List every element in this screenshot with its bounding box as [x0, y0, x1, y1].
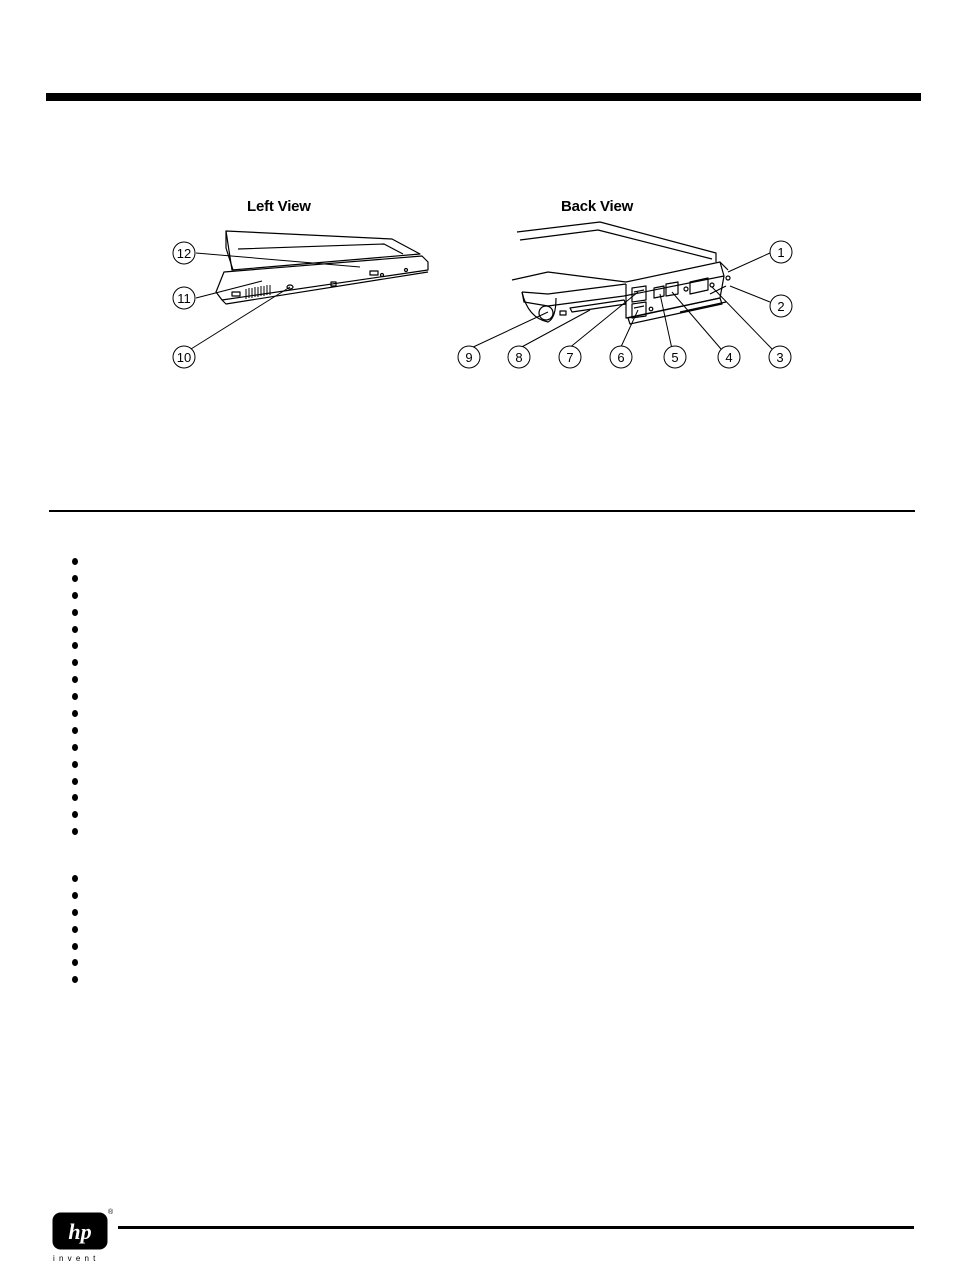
bullet-icon — [72, 926, 78, 933]
bullet-icon — [72, 976, 78, 983]
bullet-icon — [72, 778, 78, 785]
hp-logo — [52, 1209, 114, 1264]
bullet-icon — [72, 693, 78, 700]
hp-logo-mark: hp — [68, 1219, 92, 1244]
hp-logo-icon — [52, 1212, 108, 1250]
bullet-icon — [72, 811, 78, 818]
bullet-icon — [72, 710, 78, 717]
callout-8: 8 — [515, 350, 523, 365]
bullet-icon — [72, 676, 78, 683]
bullet-icon — [72, 659, 78, 666]
bullet-icon — [72, 609, 78, 616]
callout-10: 10 — [176, 350, 192, 365]
callout-labels — [177, 245, 785, 365]
product-views-diagram — [0, 0, 954, 520]
callout-6: 6 — [617, 350, 625, 365]
bullet-icon — [72, 828, 78, 835]
callout-3: 3 — [776, 350, 784, 365]
callout-5: 5 — [671, 350, 679, 365]
callout-7: 7 — [566, 350, 574, 365]
callout-9: 9 — [465, 350, 473, 365]
bullet-icon — [72, 642, 78, 649]
bullet-icon — [72, 959, 78, 966]
back-view-title: Back View — [561, 198, 634, 215]
left-view-drawing — [216, 231, 428, 304]
left-view-title: Left View — [247, 198, 311, 215]
bullet-icon — [72, 892, 78, 899]
callout-4: 4 — [725, 350, 733, 365]
bullet-icon — [72, 626, 78, 633]
bullet-icon — [72, 744, 78, 751]
section-rule — [49, 510, 915, 512]
bullet-icon — [72, 592, 78, 599]
bullet-icon — [72, 575, 78, 582]
bullet-icon — [72, 727, 78, 734]
footer-rule — [118, 1226, 914, 1229]
callout-11: 11 — [177, 291, 191, 306]
bullet-icon — [72, 909, 78, 916]
bullet-icon — [72, 558, 78, 565]
back-view-drawing — [512, 222, 730, 324]
callout-12: 12 — [176, 246, 192, 261]
bullet-icon — [72, 875, 78, 882]
registered-mark: ® — [108, 1209, 114, 1216]
bullet-icon — [72, 761, 78, 768]
hp-logo-word: invent — [53, 1254, 100, 1263]
callout-1: 1 — [777, 245, 785, 260]
callout-2: 2 — [777, 299, 785, 314]
bullet-icon — [72, 794, 78, 801]
bullet-icon — [72, 943, 78, 950]
